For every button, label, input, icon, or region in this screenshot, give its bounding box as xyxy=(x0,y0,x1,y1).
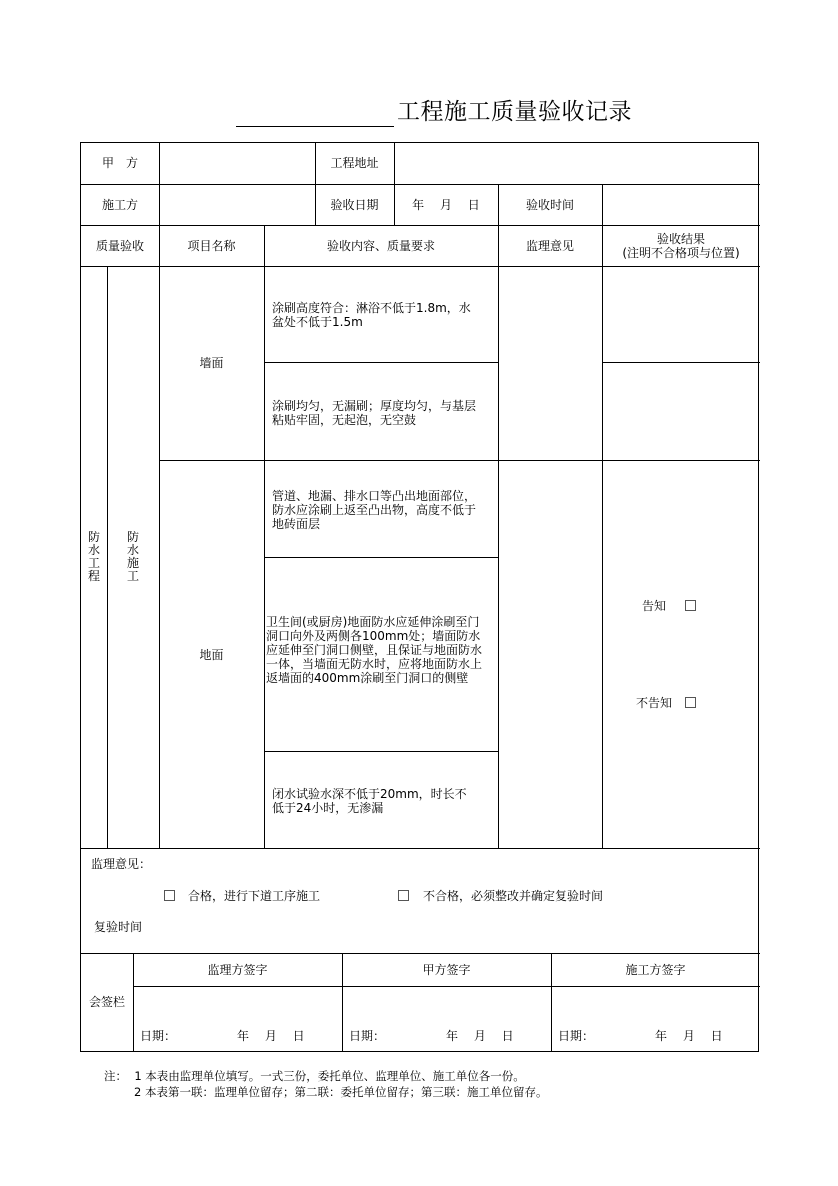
supervisor-date-label: 日期： xyxy=(140,1029,177,1043)
supervisor-sign-label: 监理方签字 xyxy=(207,963,268,977)
page-title: 工程施工质量验收记录 xyxy=(397,99,632,125)
no-notify-label: 不告知 xyxy=(636,696,673,710)
acceptance-time-label: 验收时间 xyxy=(525,198,574,212)
col-result xyxy=(602,232,760,260)
signoff-label: 会签栏 xyxy=(88,995,125,1009)
contractor-field[interactable] xyxy=(160,185,314,224)
fail-checkbox[interactable] xyxy=(398,890,409,901)
category-waterproof-construction: 防水施工 xyxy=(126,530,139,583)
contractor-date-label: 日期： xyxy=(558,1029,595,1043)
supervisor-date-field[interactable]: 年 月 日 xyxy=(237,1029,305,1043)
pass-checkbox[interactable] xyxy=(164,890,175,901)
party-a-label: 甲 方 xyxy=(101,156,138,170)
project-address-label: 工程地址 xyxy=(330,156,379,170)
no-notify-checkbox[interactable] xyxy=(685,697,696,708)
footnote-2 xyxy=(104,1084,547,1100)
floor-requirement-1: 管道、地漏、排水口等凸出地面部位，防水应涂刷上返至凸出物，高度不低于地砖面层 xyxy=(272,489,477,531)
opinion-label: 监理意见： xyxy=(91,857,152,871)
title-area xyxy=(0,96,838,130)
recheck-time-label: 复验时间 xyxy=(94,920,143,934)
footnotes xyxy=(104,1068,547,1100)
project-address-field[interactable] xyxy=(395,144,758,183)
notify-checkbox[interactable] xyxy=(685,600,696,611)
footnote-1 xyxy=(104,1068,547,1084)
floor-requirement-3: 闭水试验水深不低于20mm，时长不低于24小时，无渗漏 xyxy=(272,787,467,815)
notify-label: 告知 xyxy=(642,599,667,613)
col-result-line1: 验收结果 xyxy=(656,232,705,246)
footnote-line2: 2 本表第一联：监理单位留存；第二联：委托单位留存；第三联：施工单位留存。 xyxy=(134,1085,548,1099)
footnote-prefix: 注： xyxy=(104,1069,127,1083)
wall-requirement-2: 涂刷均匀，无漏刷；厚度均匀，与基层粘贴牢固，无起泡，无空鼓 xyxy=(272,399,477,427)
project-name-blank[interactable] xyxy=(236,126,394,127)
acceptance-date-label: 验收日期 xyxy=(330,198,379,212)
contractor-label: 施工方 xyxy=(101,198,138,212)
acceptance-date-field[interactable]: 年 月 日 xyxy=(412,198,480,212)
col-result-line2: (注明不合格项与位置) xyxy=(622,246,740,260)
item-floor: 地面 xyxy=(199,648,224,662)
party-a-date-field[interactable]: 年 月 日 xyxy=(446,1029,514,1043)
category-waterproof-project: 防水工程 xyxy=(87,530,100,583)
pass-label: 合格，进行下道工序施工 xyxy=(188,889,321,903)
item-wall: 墙面 xyxy=(199,356,224,370)
col-item: 项目名称 xyxy=(187,239,236,253)
acceptance-table xyxy=(80,142,759,1052)
footnote-line1: 1 本表由监理单位填写。一式三份，委托单位、监理单位、施工单位各一份。 xyxy=(134,1069,525,1083)
contractor-date-field[interactable]: 年 月 日 xyxy=(655,1029,723,1043)
acceptance-time-field[interactable] xyxy=(603,185,758,224)
col-quality: 质量验收 xyxy=(95,239,144,253)
party-a-signature-field[interactable] xyxy=(343,987,550,1023)
wall-requirement-1: 涂刷高度符合：淋浴不低于1.8m，水盆处不低于1.5m xyxy=(272,301,471,329)
contractor-sign-label: 施工方签字 xyxy=(625,963,686,977)
floor-requirement-2: 卫生间(或厨房)地面防水应延伸涂刷至门洞口向外及两侧各100mm处；墙面防水应延伸至门洞口侧壁，且保证与地面防水一体，当墙面无防水时，应将地面防水上返墙面的400mm涂刷至门洞口的侧壁 xyxy=(266,615,483,685)
party-a-sign-label: 甲方签字 xyxy=(422,963,471,977)
col-content: 验收内容、质量要求 xyxy=(326,239,435,253)
col-supervisor: 监理意见 xyxy=(525,239,574,253)
party-a-date-label: 日期： xyxy=(349,1029,386,1043)
party-a-field[interactable] xyxy=(160,144,314,183)
supervisor-signature-field[interactable] xyxy=(134,987,341,1023)
contractor-signature-field[interactable] xyxy=(552,987,759,1023)
fail-label: 不合格，必须整改并确定复验时间 xyxy=(423,889,604,903)
